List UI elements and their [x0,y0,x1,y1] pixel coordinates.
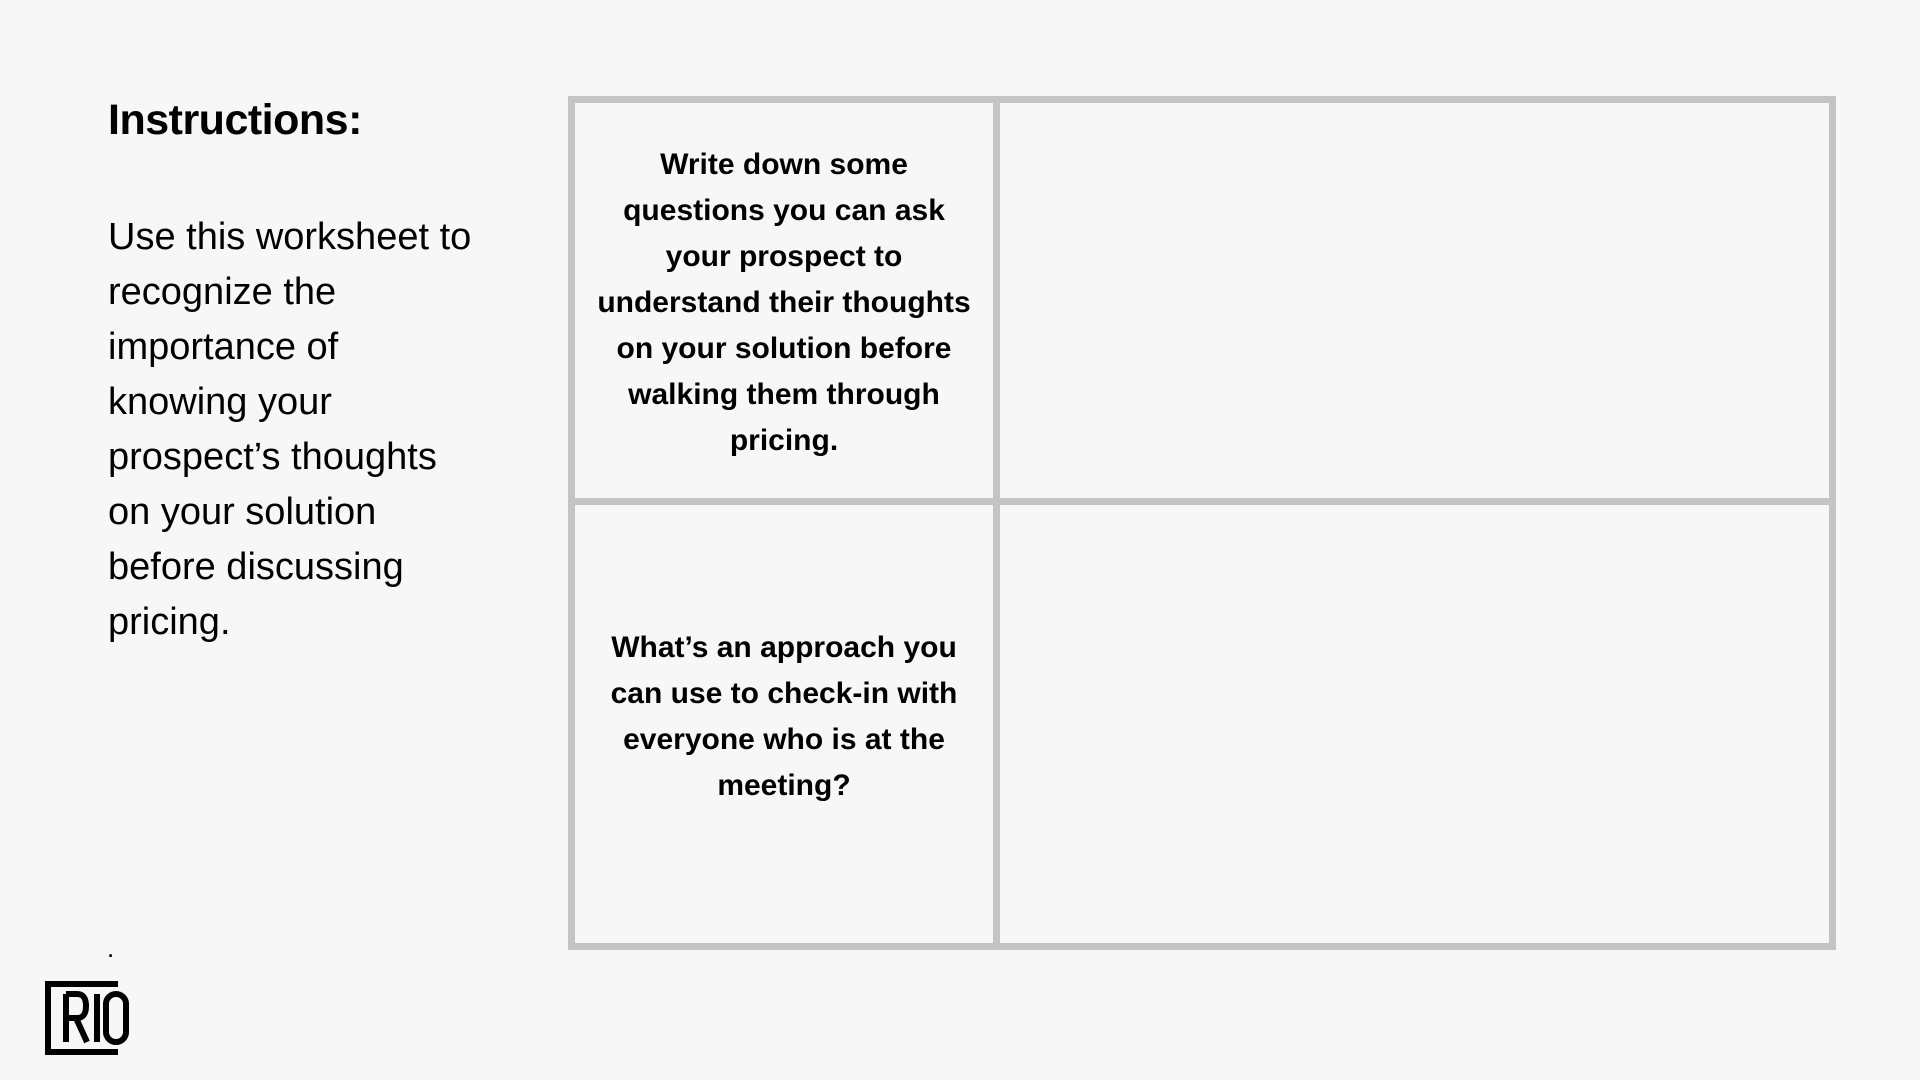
prompt-text-1: Write down some questions you can ask your prospect to understand their thoughts on your solution before walking them through pricing. [597,147,971,457]
worksheet-table [568,96,1836,950]
stray-dot: . [107,933,115,963]
prompt-cell-1 [575,103,993,498]
prompt-cell-2 [575,505,993,943]
answer-cell-2[interactable] [1000,505,1829,943]
instructions-title: Instructions: [108,96,362,144]
answer-cell-1[interactable] [1000,103,1829,498]
instructions-body: Use this worksheet to recognize the importance of knowing your prospect’s thoughts on your solution before discussing pricing. [108,216,472,643]
prompt-text-2: What’s an approach you can use to check-in with everyone who is at the meeting? [610,631,958,802]
rio-logo-icon [44,980,132,1056]
